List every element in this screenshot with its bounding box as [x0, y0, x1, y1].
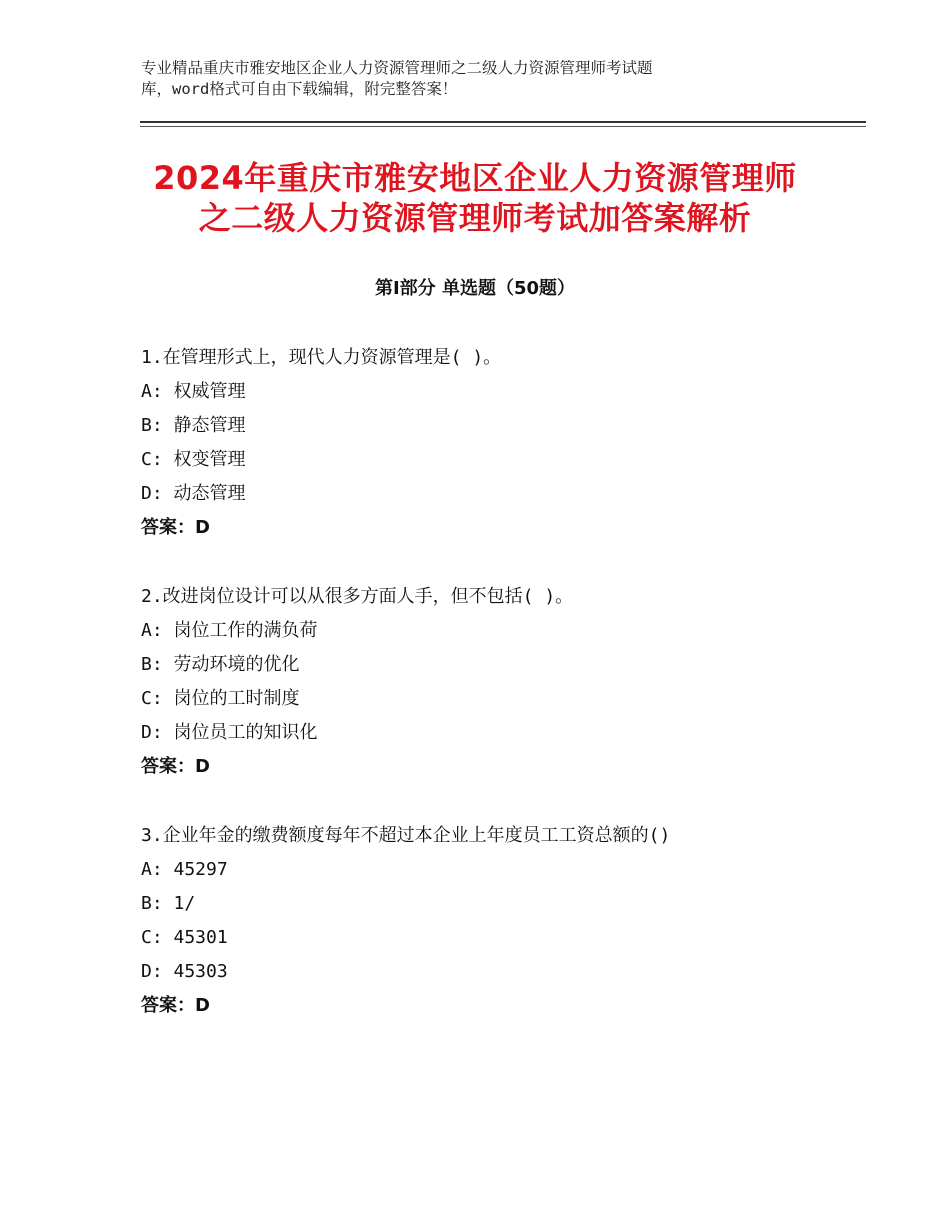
option-a: A: 权威管理	[141, 381, 246, 402]
answer-line: 答案：D	[141, 756, 210, 777]
header-divider-thin	[140, 126, 866, 127]
document-title-line-2: 之二级人力资源管理师考试加答案解析	[198, 199, 752, 237]
question-text: 1.在管理形式上，现代人力资源管理是( )。	[141, 347, 502, 368]
option-c: C: 岗位的工时制度	[141, 688, 300, 709]
option-c: C: 45301	[141, 927, 228, 948]
option-c: C: 权变管理	[141, 449, 246, 470]
question-block	[141, 580, 861, 784]
document-title-line-1: 2024年重庆市雅安地区企业人力资源管理师	[153, 159, 797, 197]
option-b: B: 1/	[141, 893, 196, 914]
header-note	[141, 58, 781, 100]
document-title	[100, 158, 850, 238]
option-b: B: 静态管理	[141, 415, 246, 436]
section-heading: 第Ⅰ部分 单选题（50题）	[374, 278, 575, 299]
question-text: 2.改进岗位设计可以从很多方面人手，但不包括( )。	[141, 586, 574, 607]
header-note-line-2: 库，word格式可自由下载编辑，附完整答案！	[141, 80, 458, 98]
option-a: A: 45297	[141, 859, 228, 880]
header-divider-thick	[140, 121, 866, 123]
answer-line: 答案：D	[141, 517, 210, 538]
option-d: D: 动态管理	[141, 483, 246, 504]
question-block	[141, 341, 861, 545]
option-b: B: 劳动环境的优化	[141, 654, 300, 675]
header-note-line-1: 专业精品重庆市雅安地区企业人力资源管理师之二级人力资源管理师考试题	[141, 59, 653, 77]
option-d: D: 45303	[141, 961, 228, 982]
option-a: A: 岗位工作的满负荷	[141, 620, 318, 641]
question-block	[141, 819, 861, 1023]
answer-line: 答案：D	[141, 995, 210, 1016]
option-d: D: 岗位员工的知识化	[141, 722, 318, 743]
question-text: 3.企业年金的缴费额度每年不超过本企业上年度员工工资总额的()	[141, 825, 671, 846]
